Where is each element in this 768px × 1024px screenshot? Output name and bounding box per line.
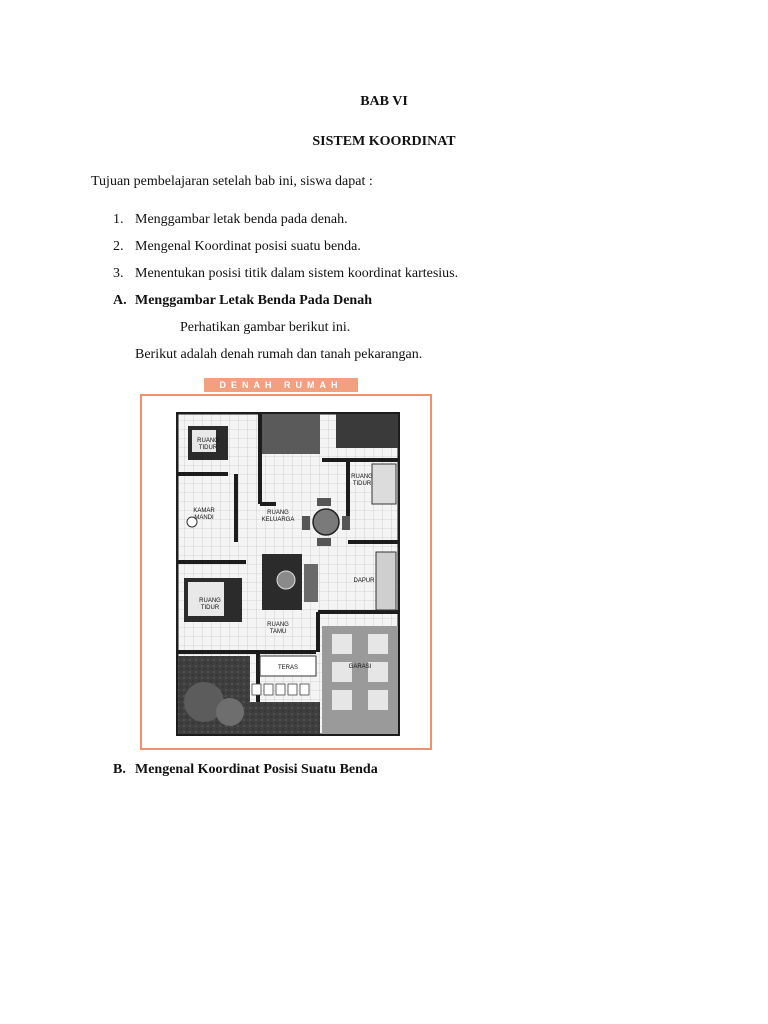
intro-text: Tujuan pembelajaran setelah bab ini, siswa dapat : [91, 174, 373, 189]
label-ruang-tidur-3: RUANG [351, 474, 373, 480]
objective-item [113, 239, 361, 255]
label-garasi: GARASI [348, 664, 372, 670]
svg-text:TIDUR: TIDUR [352, 481, 372, 487]
label-dapur: DAPUR [353, 578, 375, 584]
paragraph-instruction: Perhatikan gambar berikut ini. [180, 320, 351, 335]
floor-plan-drawing [176, 412, 400, 736]
section-a-number: A. [113, 293, 127, 308]
svg-text:TAMU: TAMU [269, 629, 287, 635]
objective-item [113, 266, 458, 282]
tree-icon [216, 698, 244, 726]
svg-text:TIDUR: TIDUR [200, 605, 220, 611]
objective-text: Mengenal Koordinat posisi suatu benda. [135, 239, 361, 254]
section-b-title: Mengenal Koordinat Posisi Suatu Benda [135, 762, 378, 777]
label-ruang-tamu: RUANG [267, 622, 289, 628]
paragraph-description: Berikut adalah denah rumah dan tanah pekarangan. [135, 347, 423, 362]
section-a-title: Menggambar Letak Benda Pada Denah [135, 293, 372, 308]
objective-number: 2. [113, 239, 124, 254]
svg-text:TIDUR: TIDUR [198, 445, 218, 451]
chapter-heading: BAB VI [360, 94, 408, 109]
inner-garden [262, 414, 320, 454]
label-ruang-tidur-2: RUANG [199, 598, 221, 604]
figure-title: DENAH RUMAH [204, 378, 358, 392]
svg-text:KELUARGA: KELUARGA [261, 517, 295, 523]
section-a-heading [113, 293, 372, 309]
label-ruang-keluarga: RUANG [267, 510, 289, 516]
objective-number: 1. [113, 212, 124, 227]
bed-icon [372, 464, 396, 504]
objective-text: Menggambar letak benda pada denah. [135, 212, 348, 227]
kitchen-counter-icon [376, 552, 396, 610]
objective-text: Menentukan posisi titik dalam sistem koordinat kartesius. [135, 266, 459, 281]
stepping-stones [252, 684, 309, 695]
coffee-table-icon [277, 571, 295, 589]
objective-number: 3. [113, 266, 124, 281]
section-b-number: B. [113, 762, 126, 777]
label-kamar-mandi: KAMAR [193, 508, 215, 514]
label-teras: TERAS [277, 665, 299, 671]
roof-area [336, 414, 398, 448]
svg-text:MANDI: MANDI [194, 515, 214, 521]
label-ruang-tidur-1: RUANG [197, 438, 219, 444]
floor-plan-figure [140, 394, 432, 750]
dining-table-icon [313, 509, 339, 535]
objective-item [113, 212, 348, 228]
section-b-heading [113, 762, 378, 778]
page-title: SISTEM KOORDINAT [312, 134, 456, 149]
